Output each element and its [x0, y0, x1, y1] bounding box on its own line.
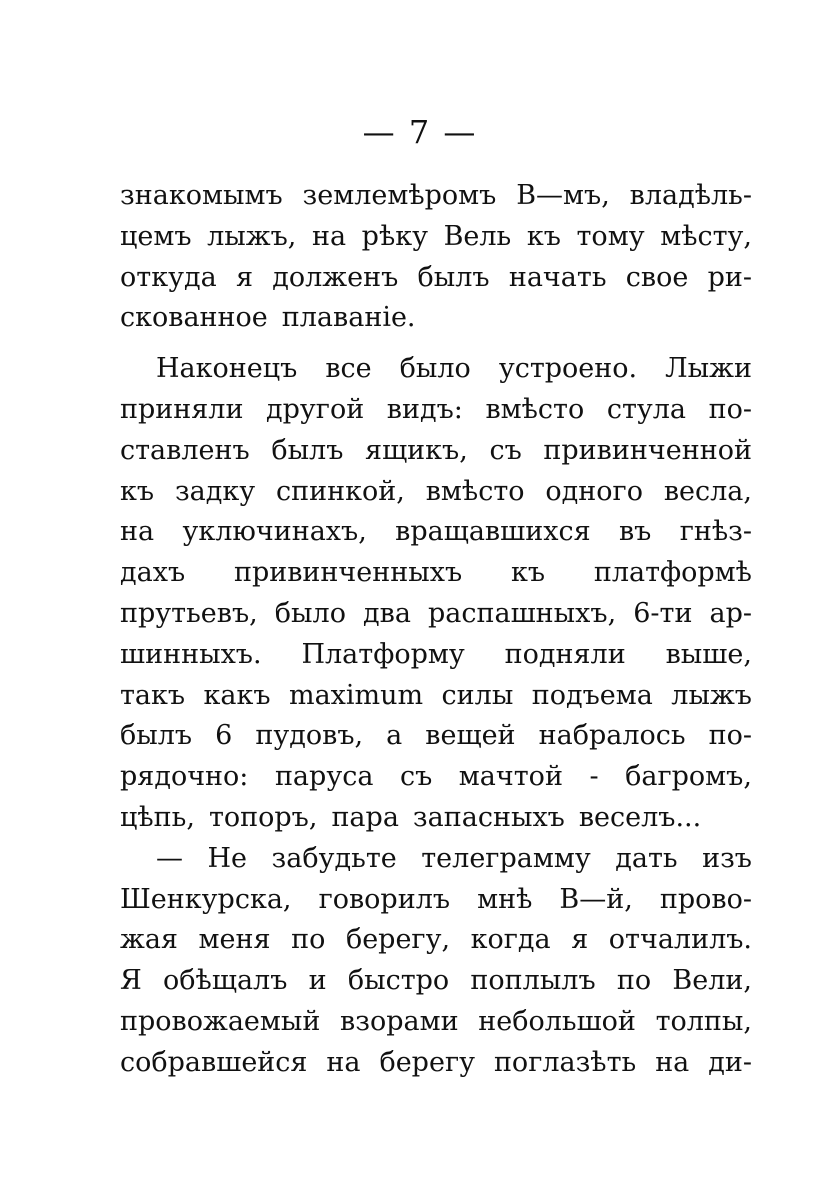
word: землемѣромъ	[302, 180, 497, 211]
word: по	[616, 965, 652, 997]
word: какъ	[203, 679, 271, 711]
word: весла,	[663, 475, 752, 507]
word: В—й,	[559, 883, 633, 915]
word: силы	[441, 679, 514, 711]
word: Вель	[443, 220, 512, 252]
word: быстро	[347, 965, 450, 997]
word: Вели,	[672, 965, 752, 997]
word: гнѣз-	[679, 516, 752, 548]
text-line-2	[120, 217, 752, 258]
word: отчалилъ.	[608, 924, 752, 956]
word: небольшой	[478, 1005, 636, 1037]
word: прутьевъ,	[120, 597, 258, 629]
word: подняли	[504, 638, 626, 670]
word: съ	[399, 761, 433, 793]
text-line-10	[120, 553, 752, 594]
word: ди-	[708, 1046, 752, 1078]
word: берегу	[379, 1046, 475, 1078]
word: Наконецъ	[156, 353, 298, 385]
word: В—мъ,	[516, 180, 610, 211]
word: паруса	[274, 761, 374, 793]
word: было	[274, 597, 346, 629]
word: я	[571, 924, 589, 956]
word: провожаемый	[120, 1005, 321, 1037]
word: и	[308, 965, 327, 997]
body-text	[120, 176, 752, 1084]
word: шинныхъ.	[120, 638, 262, 670]
word: обѣщалъ	[163, 965, 288, 997]
word: мнѣ	[477, 883, 533, 915]
word: вмѣсто	[425, 475, 525, 507]
word: владѣль-	[629, 180, 752, 211]
word: Лыжи	[665, 353, 752, 385]
word: на	[311, 220, 347, 252]
word: былъ	[417, 261, 490, 293]
word: одного	[545, 475, 643, 507]
text-line-3	[120, 258, 752, 299]
word: откуда	[120, 261, 217, 293]
word: подъема	[531, 679, 653, 711]
word: платформѣ	[593, 557, 752, 589]
word: вращавшихся	[395, 516, 591, 548]
text-line-19	[120, 920, 752, 961]
word: дать	[615, 842, 678, 874]
word: задку	[174, 475, 256, 507]
word: скованное	[120, 302, 268, 334]
word: берегу,	[345, 924, 451, 956]
word: ри-	[707, 261, 752, 293]
word: меня	[198, 924, 271, 956]
word: къ	[120, 475, 155, 507]
text-line-20	[120, 961, 752, 1002]
word: свое	[625, 261, 689, 293]
word: все	[325, 353, 372, 385]
word: дахъ	[120, 557, 186, 589]
word: ящикъ,	[365, 434, 468, 466]
word: два	[363, 597, 411, 629]
word: привинченныхъ	[233, 557, 463, 589]
word: былъ	[271, 434, 344, 466]
word: устроено.	[498, 353, 638, 385]
word: мачтой	[458, 761, 563, 793]
word: приняли	[120, 393, 244, 425]
word: пудовъ,	[255, 720, 364, 752]
word: на	[326, 1046, 361, 1078]
word: цемъ	[120, 220, 192, 252]
word: Не	[207, 842, 248, 874]
word: рѣку	[361, 220, 428, 252]
text-line-13	[120, 676, 752, 717]
word: цѣпь,	[120, 801, 195, 833]
word: было	[399, 353, 471, 385]
word: къ	[510, 557, 546, 589]
word: по	[291, 924, 326, 956]
word: когда	[470, 924, 551, 956]
text-line-9	[120, 512, 752, 553]
word: Шенкурска,	[120, 883, 292, 915]
text-line-12	[120, 635, 752, 676]
word: плаваніе.	[281, 302, 416, 334]
word: начать	[508, 261, 607, 293]
word: собравшейся	[120, 1046, 308, 1078]
word: пара	[331, 801, 399, 833]
word: забудьте	[271, 842, 397, 874]
text-line-15	[120, 757, 752, 798]
word: веселъ...	[578, 801, 702, 833]
word: лыжъ	[671, 679, 752, 711]
word: а	[386, 720, 403, 752]
word: поплылъ	[470, 965, 596, 997]
word: другой	[266, 393, 365, 425]
text-line-21	[120, 1002, 752, 1043]
word: —	[156, 842, 183, 874]
paragraph-gap	[120, 339, 752, 349]
word: телеграмму	[421, 842, 591, 874]
word: рядочно:	[120, 761, 249, 793]
word: лыжъ,	[207, 220, 297, 252]
word: взорами	[340, 1005, 459, 1037]
word: мѣсту,	[660, 220, 752, 252]
text-line-16	[120, 798, 752, 839]
word: багромъ,	[625, 761, 752, 793]
word: привинченной	[543, 434, 752, 466]
word: набралось	[538, 720, 686, 752]
word: распашныхъ,	[427, 597, 617, 629]
word: жая	[120, 924, 178, 956]
text-line-14	[120, 716, 752, 757]
word: вещей	[425, 720, 516, 752]
text-line-17	[120, 839, 752, 880]
word: -	[589, 761, 599, 793]
word: запасныхъ	[412, 801, 565, 833]
word: на	[655, 1046, 690, 1078]
word: ар-	[709, 597, 752, 629]
word: тому	[576, 220, 645, 252]
word: долженъ	[272, 261, 399, 293]
word: maximum	[288, 679, 424, 711]
word: вмѣсто	[485, 393, 585, 425]
word: топоръ,	[208, 801, 318, 833]
word: въ	[618, 516, 652, 548]
word: толпы,	[655, 1005, 752, 1037]
word: спинкой,	[276, 475, 405, 507]
text-line-8	[120, 472, 752, 513]
text-line-5	[120, 349, 752, 390]
word: по-	[708, 720, 752, 752]
text-line-1	[120, 176, 752, 217]
page-number: — 7 —	[362, 113, 478, 151]
text-line-11	[120, 594, 752, 635]
text-line-4	[120, 298, 752, 339]
word: прово-	[659, 883, 752, 915]
word: Я	[120, 965, 142, 997]
word: выше,	[665, 638, 752, 670]
word: стула	[606, 393, 687, 425]
text-line-22	[120, 1043, 752, 1084]
word: на	[120, 516, 155, 548]
word: видъ:	[386, 393, 463, 425]
word: 6-ти	[633, 597, 693, 629]
word: поглазѣть	[493, 1046, 637, 1078]
word: говорилъ	[318, 883, 451, 915]
word: такъ	[120, 679, 186, 711]
word: къ	[526, 220, 561, 252]
text-line-18	[120, 880, 752, 921]
word: уключинахъ,	[182, 516, 367, 548]
word: изъ	[702, 842, 752, 874]
word: Платформу	[301, 638, 465, 670]
word: знакомымъ	[120, 180, 283, 211]
word: ставленъ	[120, 434, 250, 466]
word: по-	[708, 393, 752, 425]
word: съ	[489, 434, 522, 466]
word: былъ	[120, 720, 193, 752]
word: 6	[215, 720, 233, 752]
word: я	[235, 261, 253, 293]
text-line-7	[120, 431, 752, 472]
text-line-6	[120, 390, 752, 431]
